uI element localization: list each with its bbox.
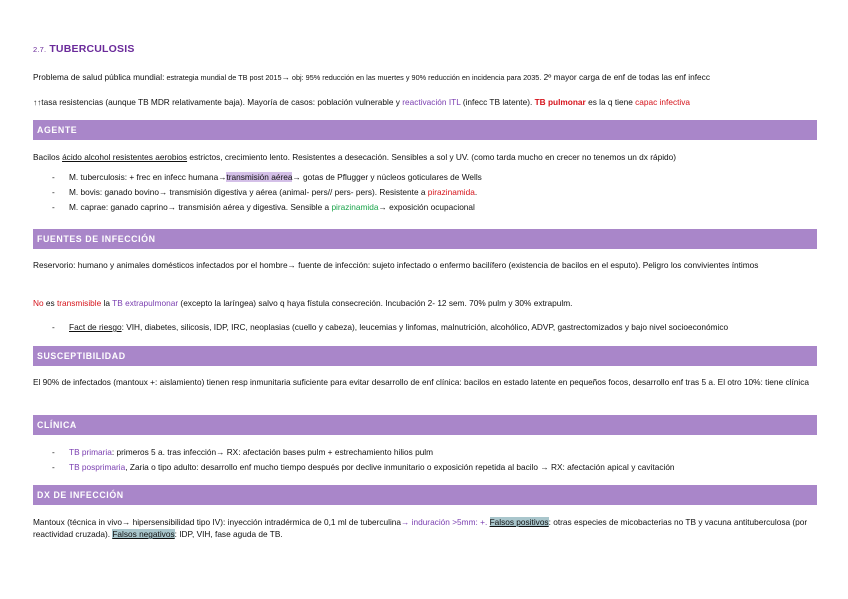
- arrow-icon: →: [218, 172, 227, 182]
- item-text-3: .: [474, 187, 478, 197]
- list-item: - M. tuberculosis: + frec en infecc humana→transmisión aérea→ gotas de Pflugger y núcleos goticulares de Wells: [52, 172, 482, 182]
- no-red: No: [33, 298, 44, 308]
- intro1-small: estrategia mundial de TB post 2015: [164, 73, 282, 82]
- title-text: TUBERCULOSIS: [49, 43, 135, 55]
- induracion-highlight: → induración >5mm: +.: [401, 517, 488, 527]
- agente-text-2: estrictos, crecimiento lento. Resistentes a desecación. Sensibles a sol y UV. (como tarda mucho en crecer no tenemos un dx rápido): [187, 152, 677, 162]
- tb-extrapulmonar-highlight: TB extrapulmonar: [112, 298, 179, 308]
- transmisible-red: transmisible: [56, 298, 102, 308]
- intro1-rest: 2º mayor carga de enf de todas las enf infecc: [541, 72, 710, 82]
- section-header-agente: AGENTE: [33, 120, 817, 140]
- tb-primaria-highlight: TB primaria: [69, 447, 112, 457]
- arrow-icon: →: [167, 202, 177, 212]
- agente-paragraph: [33, 151, 817, 163]
- falsos-positivos-highlight: Falsos positivos: [489, 517, 549, 527]
- list-item: - Fact de riesgo: VIH, diabetes, silicosis, IDP, IRC, neoplasias (cuello y cabeza), leucemias y linfomas, malnutrición, alcohólico, ADVP, gastrectomizados y bajo nivel socioeconómico: [52, 322, 729, 332]
- section-number: 2.7.: [33, 45, 47, 54]
- item-text: , Zaria o tipo adulto: desarrollo enf mucho tiempo después por declive inmunitario o exposición repetida al bacilo → RX: afectación apical y cavitación: [125, 462, 675, 472]
- text: la: [101, 298, 113, 308]
- item-text: : primeros 5 a. tras infección→ RX: afectación bases pulm + estrechamiento hilios pulm: [111, 447, 434, 457]
- tb-posprimaria-highlight: TB posprimaria: [69, 462, 126, 472]
- list-item: - TB posprimaria, Zaria o tipo adulto: desarrollo enf mucho tiempo después por declive inmunitario o exposición repetida al bacilo → RX: afectación apical y cavitación: [52, 462, 675, 472]
- text: : otras especies de micobacterias no TB y vacuna antituberculosa (por reactividad cruzada).: [33, 517, 808, 540]
- capac-infectiva-highlight: capac infectiva: [635, 97, 691, 107]
- section-header-dx: DX DE INFECCIÓN: [33, 485, 817, 505]
- item-text-3: → exposición ocupacional: [378, 202, 475, 212]
- intro1-rest-small: obj: 95% reducción en las muertes y 90% reducción en incidencia para 2035.: [289, 73, 542, 82]
- item-text-2: transmisión digestiva y aérea (animal- pers// pers- pers). Resistente a: [167, 187, 428, 197]
- item-text-2: transmisión aérea y digestiva. Sensible a: [176, 202, 332, 212]
- transmision-aerea-highlight: transmisión aérea: [226, 172, 293, 182]
- intro-paragraph-2: [33, 96, 817, 108]
- reactivacion-highlight: reactivación ITL: [402, 97, 461, 107]
- text: Mantoux (técnica in vivo→ hipersensibilidad tipo IV): inyección intradérmica de 0,1 ml de tuberculina: [33, 517, 402, 527]
- item-text: M. tuberculosis: + frec en infecc humana: [69, 172, 219, 182]
- tb-pulmonar-highlight: TB pulmonar: [534, 97, 586, 107]
- fact-riesgo-underlined: Fact de riesgo: [69, 322, 122, 332]
- arrow-icon: →: [158, 187, 168, 197]
- item-text-2: → gotas de Pflugger y núcleos goticulares de Wells: [292, 172, 482, 182]
- text: : IDP, VIH, fase aguda de TB.: [174, 529, 283, 540]
- intro2-text-3: es la q tiene: [585, 97, 636, 107]
- item-text: : VIH, diabetes, silicosis, IDP, IRC, neoplasias (cuello y cabeza), leucemias y linfomas, malnutrición, alcohólico, ADVP, gastrectomizados y bajo nivel socioeconómico: [121, 322, 729, 332]
- list-item: - M. caprae: ganado caprino→ transmisión aérea y digestiva. Sensible a pirazinamida→ exposición ocupacional: [52, 202, 475, 212]
- item-text: M. caprae: ganado caprino: [69, 202, 168, 212]
- arrow-icon: →: [281, 72, 290, 82]
- text: (excepto la laríngea) salvo q haya fístula consecreción. Incubación 2- 12 sem. 70% pulm y 30% extrapulm.: [178, 298, 573, 308]
- intro-paragraph-1: [33, 71, 817, 84]
- agente-underlined: ácido alcohol resistentes aerobios: [62, 152, 188, 162]
- section-header-clinica: CLÍNICA: [33, 415, 817, 435]
- text: es: [43, 298, 57, 308]
- pirazinamida-green: pirazinamida: [331, 202, 379, 212]
- section-header-susceptibilidad: SUSCEPTIBILIDAD: [33, 346, 817, 366]
- fuentes-paragraph-2: [33, 297, 817, 309]
- section-header-fuentes: FUENTES DE INFECCIÓN: [33, 229, 817, 249]
- intro2-text-2: (infecc TB latente).: [460, 97, 535, 107]
- susceptibilidad-paragraph: El 90% de infectados (mantoux +: aislamiento) tienen resp inmunitaria suficiente para evitar desarrollo de enf clínica: bacilos en estado latente en pequeños focos, desarrollo enf tras 5 a. El otro 10%: tiene clínica: [33, 377, 809, 387]
- intro1-lead: Problema de salud pública mundial:: [33, 72, 165, 82]
- agente-text: Bacilos: [33, 152, 63, 162]
- list-item: - TB primaria: primeros 5 a. tras infección→ RX: afectación bases pulm + estrechamiento hilios pulm: [52, 447, 434, 457]
- item-text: M. bovis: ganado bovino: [69, 187, 159, 197]
- falsos-negativos-highlight: Falsos negativos: [112, 529, 175, 540]
- fuentes-paragraph-1: Reservorio: humano y animales domésticos infectados por el hombre→ fuente de infección: sujeto infectado o enfermo bacilífero (existencia de bacilos en el esputo). Peligro los convivientes íntimos: [33, 260, 759, 270]
- page-title: [33, 42, 135, 57]
- list-item: - M. bovis: ganado bovino→ transmisión digestiva y aérea (animal- pers// pers- pers). Resistente a pirazinamida.: [52, 187, 478, 197]
- intro2-text: tasa resistencias (aunque TB MDR relativamente baja). Mayoría de casos: población vulnerable y: [41, 97, 403, 107]
- double-up-arrow-icon: ↑↑: [33, 97, 42, 107]
- dx-paragraph: [33, 516, 817, 540]
- pirazinamida-red: pirazinamida: [427, 187, 475, 197]
